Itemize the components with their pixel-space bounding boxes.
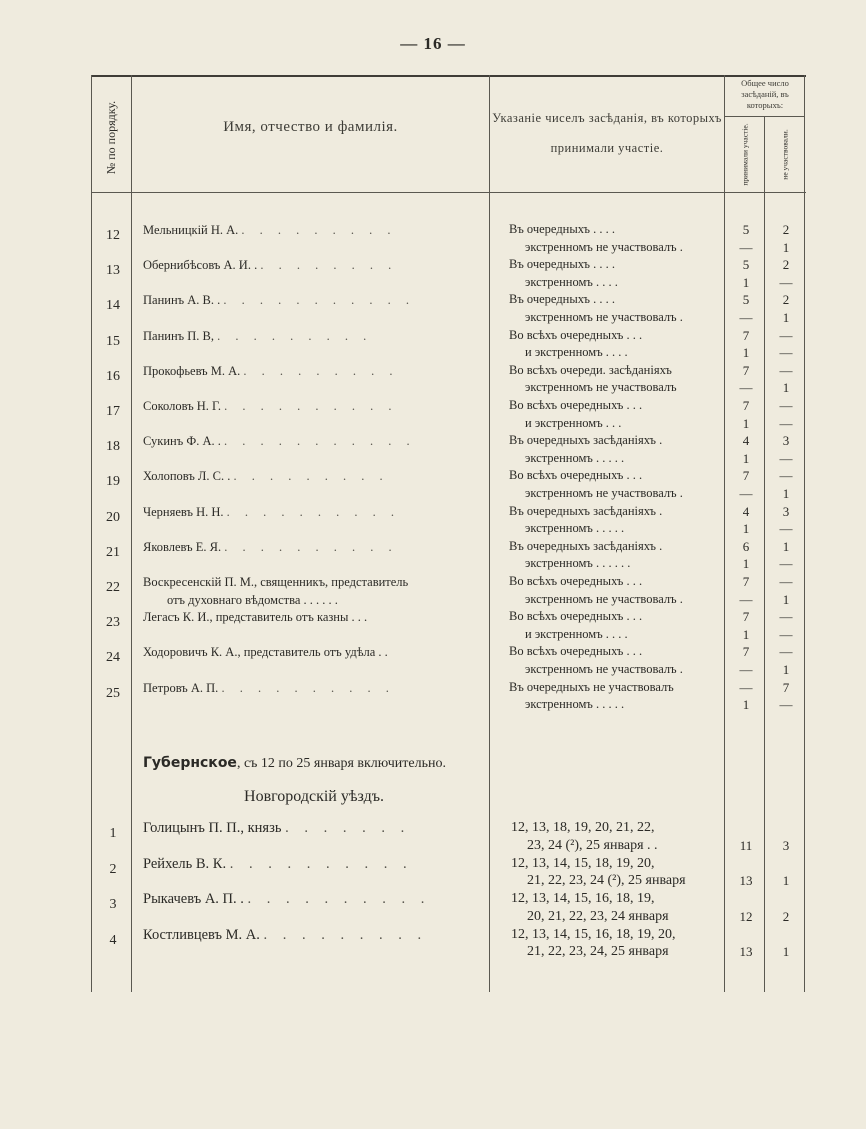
row-number: 2 [109, 861, 117, 877]
participated-value: 1 [742, 521, 750, 537]
not-participated-value: 1 [782, 661, 790, 677]
row-name [143, 221, 485, 239]
page-number: — 16 — [400, 34, 466, 53]
row-dates-line1: Во всѣхъ очередныхъ . . . [509, 398, 643, 412]
row-dates [509, 256, 721, 291]
leader-dots: . . . . . . . . . [263, 926, 428, 943]
row-name [143, 362, 485, 380]
row-name [143, 855, 485, 873]
participated-value: 5 [742, 257, 750, 273]
row-dates-line2: экстренномъ . . . . [525, 274, 618, 289]
row-number: 23 [106, 615, 120, 631]
leader-dots: . . . . . . . [285, 820, 411, 836]
row-name-line [143, 643, 485, 661]
not-participated-value: 2 [782, 257, 790, 273]
row-dates [511, 890, 723, 925]
row-dates-line1: Во всѣхъ очередныхъ . . . [509, 644, 643, 659]
row-name-text: Рейхель В. К. [143, 855, 227, 872]
row-number: 18 [106, 439, 120, 455]
not-participated-value: — [779, 274, 793, 290]
participated-value: 7 [742, 644, 750, 660]
participated-value: 11 [739, 837, 753, 853]
participated-value: 5 [742, 292, 750, 308]
row-name [143, 291, 485, 309]
row-dates-line2: 21, 22, 23, 24, 25 января [527, 944, 669, 959]
participated-value: — [739, 239, 753, 255]
row-dates-line1: Въ очередныхъ засѣданіяхъ . [509, 433, 663, 448]
row-number: 1 [109, 826, 117, 841]
row-dates-line2: и экстренномъ . . . . [525, 345, 628, 360]
row-name-text: Холоповъ Л. С. . [143, 469, 231, 484]
leader-dots: . . . . . . . . . . [224, 539, 398, 554]
row-name [143, 327, 485, 345]
row-dates [509, 362, 721, 397]
not-participated-value: — [779, 327, 793, 343]
row-dates-line2: экстренномъ не участвовалъ . [525, 591, 683, 606]
not-participated-value: 1 [782, 538, 790, 554]
row-name-line [143, 432, 485, 450]
not-participated-value: 1 [782, 591, 790, 607]
row-number: 16 [106, 368, 120, 384]
not-participated-value: — [779, 697, 793, 713]
row-dates [509, 573, 721, 608]
row-name-text: Черняевъ Н. Н. [143, 504, 224, 519]
not-participated-value: 1 [782, 239, 790, 255]
row-dates-line2: и экстренномъ . . . . [525, 626, 628, 641]
row-dates-line2: 21, 22, 23, 24 (²), 25 января [527, 873, 686, 888]
row-name-line [143, 538, 485, 556]
not-participated-value: 1 [782, 485, 790, 501]
header-total-column: Общее число засѣданій, въ которыхъ: [741, 78, 789, 110]
row-name-line [143, 362, 485, 380]
table-row [91, 256, 806, 292]
header-not-participated-label: не участвовали. [780, 128, 790, 180]
row-number: 3 [109, 897, 117, 912]
row-dates-line2: экстренномъ не участвовалъ . [525, 239, 683, 254]
row-dates-line2: экстренномъ . . . . . . [525, 556, 631, 571]
leader-dots: . . . . . . . . [260, 258, 398, 273]
row-name [143, 503, 485, 521]
participated-value: 1 [742, 415, 750, 431]
not-participated-value: — [779, 398, 793, 413]
participated-value: 7 [742, 468, 750, 484]
row-name-text: Голицынъ П. П., князь [143, 820, 282, 836]
row-dates-line2: и экстренномъ . . . [525, 415, 622, 430]
row-number: 14 [106, 298, 120, 314]
row-name-text: Прокофьевъ М. А. [143, 363, 241, 378]
row-dates [509, 327, 721, 362]
table-row [91, 432, 806, 468]
table-row [91, 926, 806, 962]
row-dates-line1: 12, 13, 14, 15, 16, 18, 19, [511, 891, 655, 906]
leader-dots: . . . . . . . . . . [229, 855, 413, 872]
row-name-line [143, 256, 485, 274]
row-dates-line1: Въ очередныхъ не участвовалъ [509, 679, 674, 694]
row-dates-line1: Въ очередныхъ . . . . [509, 257, 616, 272]
table-row [91, 291, 806, 327]
row-dates [509, 608, 721, 643]
participated-value: — [739, 309, 753, 325]
row-name-line2: отъ духовнаго вѣдомства . . . . . . [167, 593, 338, 607]
header-name-column: Имя, отчество и фамилія. [223, 119, 398, 135]
row-dates [509, 503, 721, 538]
not-participated-value: — [779, 468, 793, 484]
row-dates-line2: экстренномъ . . . . . [525, 521, 625, 536]
not-participated-value: 3 [782, 837, 790, 853]
not-participated-value: — [779, 609, 793, 625]
row-dates [511, 819, 723, 854]
row-dates-line1: Въ очередныхъ засѣданіяхъ . [509, 538, 663, 553]
row-dates [509, 397, 721, 432]
table-row [91, 327, 806, 363]
row-dates [509, 679, 721, 714]
row-name-text: Воскресенскій П. М., священникъ, представитель [143, 575, 409, 589]
section-title [143, 755, 446, 772]
row-dates-line1: 12, 13, 18, 19, 20, 21, 22, [511, 820, 655, 835]
header-participated-label: принимали участіе. [740, 122, 750, 186]
row-dates-line1: Во всѣхъ очереди. засѣданіяхъ [509, 362, 672, 377]
leader-dots: . . . . . . . . . [217, 328, 373, 343]
not-participated-value: — [779, 574, 793, 589]
row-name-text: Яковлевъ Е. Я. [143, 539, 222, 554]
participated-value: 7 [742, 609, 750, 625]
row-name-text: Ходоровичъ К. А., представитель отъ удѣла . . [143, 645, 388, 660]
not-participated-value: 1 [782, 309, 790, 325]
leader-dots: . . . . . . . . . [243, 363, 399, 378]
not-participated-value: — [779, 450, 793, 466]
header-not-participated [766, 117, 804, 191]
participated-value: 1 [742, 274, 750, 290]
table-row [91, 397, 806, 433]
participated-value: 1 [742, 556, 750, 572]
row-name-line [143, 291, 485, 309]
not-participated-value: — [779, 556, 793, 572]
row-number: 25 [106, 685, 120, 701]
row-name-text: Легасъ К. И., представитель отъ казны . . . [143, 610, 368, 625]
row-name-line [143, 221, 485, 239]
row-name-text: Мельницкій Н. А. [143, 223, 239, 237]
not-participated-value: 1 [782, 944, 790, 959]
row-number: 17 [106, 404, 120, 419]
row-dates-line1: Во всѣхъ очередныхъ . . . [509, 609, 643, 624]
participated-value: — [739, 591, 753, 607]
row-dates-line2: 20, 21, 22, 23, 24 января [527, 908, 669, 924]
table-row [91, 538, 806, 574]
row-number: 22 [106, 580, 120, 595]
participated-value: 13 [739, 944, 753, 959]
row-number: 13 [106, 263, 120, 279]
participated-value: 1 [742, 626, 750, 642]
participated-value: — [739, 380, 753, 396]
table-row [91, 503, 806, 539]
row-dates-line1: 12, 13, 14, 15, 16, 18, 19, 20, [511, 926, 676, 942]
not-participated-value: — [779, 415, 793, 431]
row-dates [509, 432, 721, 467]
row-name-line [143, 608, 485, 626]
row-name [143, 467, 485, 485]
row-number: 20 [106, 509, 120, 525]
header-number-label: № по порядку. [104, 100, 119, 174]
participated-value: — [739, 485, 753, 501]
not-participated-value: — [779, 644, 793, 660]
row-dates-line2: экстренномъ не участвовалъ . [525, 309, 683, 324]
row-number: 21 [106, 544, 120, 560]
participated-value: 13 [739, 873, 753, 888]
row-number: 19 [106, 474, 120, 490]
row-name-line [143, 467, 485, 485]
row-name [143, 538, 485, 556]
row-dates [509, 538, 721, 573]
table-row [91, 643, 806, 679]
participated-value: 4 [742, 503, 750, 519]
table-row [91, 679, 806, 715]
attendance-table [91, 75, 806, 992]
row-name-text: Рыкачевъ А. П. . [143, 891, 244, 907]
leader-dots: . . . . . . . . . . [224, 399, 398, 413]
leader-dots: . . . . . . . . . . [247, 891, 431, 907]
table-row [91, 467, 806, 503]
row-dates-line1: Во всѣхъ очередныхъ . . . [509, 574, 643, 588]
leader-dots: . . . . . . . . . . . [223, 434, 416, 449]
table-row [91, 890, 806, 926]
table-top-border [91, 75, 806, 77]
row-dates-line1: Въ очередныхъ засѣданіяхъ . [509, 503, 663, 518]
row-number: 15 [106, 333, 120, 349]
row-name-text: Костливцевъ М. А. [143, 926, 260, 943]
row-dates-line2: экстренномъ не участвовалъ . [525, 485, 683, 500]
header-participated [726, 117, 764, 191]
table-row [91, 573, 806, 609]
row-name [143, 432, 485, 450]
row-name [143, 926, 485, 944]
row-number: 4 [109, 932, 117, 948]
participated-value: 7 [742, 362, 750, 378]
row-dates-line2: экстренномъ . . . . . [525, 450, 625, 465]
row-name-line [143, 397, 485, 415]
leader-dots: . . . . . . . . . [233, 469, 389, 484]
table-row [91, 819, 806, 855]
row-dates [509, 467, 721, 502]
header-number-column [93, 83, 131, 191]
row-dates-line2: экстренномъ не участвовалъ . [525, 661, 683, 676]
row-name [143, 573, 485, 609]
header-dates-column: Указаніе чиселъ засѣданія, въ которыхъ принимали участіе. [492, 111, 722, 155]
row-dates-line1: Въ очередныхъ . . . . [509, 292, 616, 307]
row-dates-line1: Въ очередныхъ . . . . [509, 222, 616, 236]
not-participated-value: 2 [782, 222, 790, 237]
leader-dots: . . . . . . . . . . [221, 680, 395, 695]
not-participated-value: 1 [782, 873, 790, 888]
participated-value: 1 [742, 345, 750, 361]
not-participated-value: 3 [782, 503, 790, 519]
header-bottom-border [91, 192, 806, 193]
row-name [143, 890, 485, 908]
row-number: 24 [106, 650, 120, 666]
not-participated-value: — [779, 345, 793, 361]
participated-value: 7 [742, 327, 750, 343]
not-participated-value: 3 [782, 433, 790, 449]
participated-value: 5 [742, 222, 750, 237]
not-participated-value: — [779, 626, 793, 642]
participated-value: 4 [742, 433, 750, 449]
not-participated-value: 1 [782, 380, 790, 396]
section-title-rest: , съ 12 по 25 января включительно. [236, 756, 446, 771]
section-title-bold: Губернское [143, 755, 237, 771]
not-participated-value: 2 [782, 908, 790, 924]
not-participated-value: 2 [782, 292, 790, 308]
row-name [143, 819, 485, 837]
row-name-text: Соколовъ Н. Г. [143, 399, 221, 413]
participated-value: 7 [742, 574, 750, 589]
row-name-text: Обернибѣсовъ А. И. . [143, 258, 258, 273]
table-row [91, 608, 806, 644]
leader-dots: . . . . . . . . . . [226, 504, 401, 519]
participated-value: 7 [742, 398, 750, 413]
row-dates [509, 221, 721, 256]
row-dates [509, 643, 721, 678]
row-name-line [143, 573, 485, 591]
section-subtitle: Новгородскій уѣздъ. [244, 788, 384, 805]
table-row [91, 855, 806, 891]
row-name-text: Панинъ П. В, [143, 328, 214, 343]
row-dates-line1: 12, 13, 14, 15, 18, 19, 20, [511, 855, 655, 871]
not-participated-value: — [779, 521, 793, 537]
row-name-text: Панинъ А. В. . [143, 293, 221, 308]
row-dates-line1: Во всѣхъ очередныхъ . . . [509, 327, 643, 342]
row-name-line [143, 679, 485, 697]
participated-value: 1 [742, 697, 750, 713]
participated-value: — [739, 679, 753, 695]
row-number: 12 [106, 228, 120, 243]
row-name-line [143, 327, 485, 345]
participated-value: 6 [742, 538, 750, 554]
row-dates [511, 926, 723, 961]
participated-value: — [739, 661, 753, 677]
row-dates-line2: 23, 24 (²), 25 января . . [527, 837, 658, 853]
not-participated-value: — [779, 362, 793, 378]
row-name [143, 643, 485, 661]
row-name-line [143, 503, 485, 521]
row-dates [511, 855, 723, 890]
row-dates [509, 291, 721, 326]
row-name [143, 256, 485, 274]
participated-value: 1 [742, 450, 750, 466]
table-row [91, 362, 806, 398]
row-name-text: Петровъ А. П. [143, 680, 219, 695]
row-dates-line2: экстренномъ . . . . . [525, 697, 625, 712]
row-dates-line2: экстренномъ не участвовалъ [525, 380, 677, 395]
leader-dots: . . . . . . . . . [241, 223, 397, 237]
table-row [91, 221, 806, 257]
row-name-text: Сукинъ Ф. А. . [143, 434, 221, 449]
participated-value: 12 [739, 908, 753, 924]
not-participated-value: 7 [782, 679, 790, 695]
leader-dots: . . . . . . . . . . . [223, 293, 415, 308]
row-name [143, 397, 485, 415]
row-name [143, 679, 485, 697]
row-name [143, 608, 485, 626]
row-dates-line1: Во всѣхъ очередныхъ . . . [509, 468, 643, 483]
